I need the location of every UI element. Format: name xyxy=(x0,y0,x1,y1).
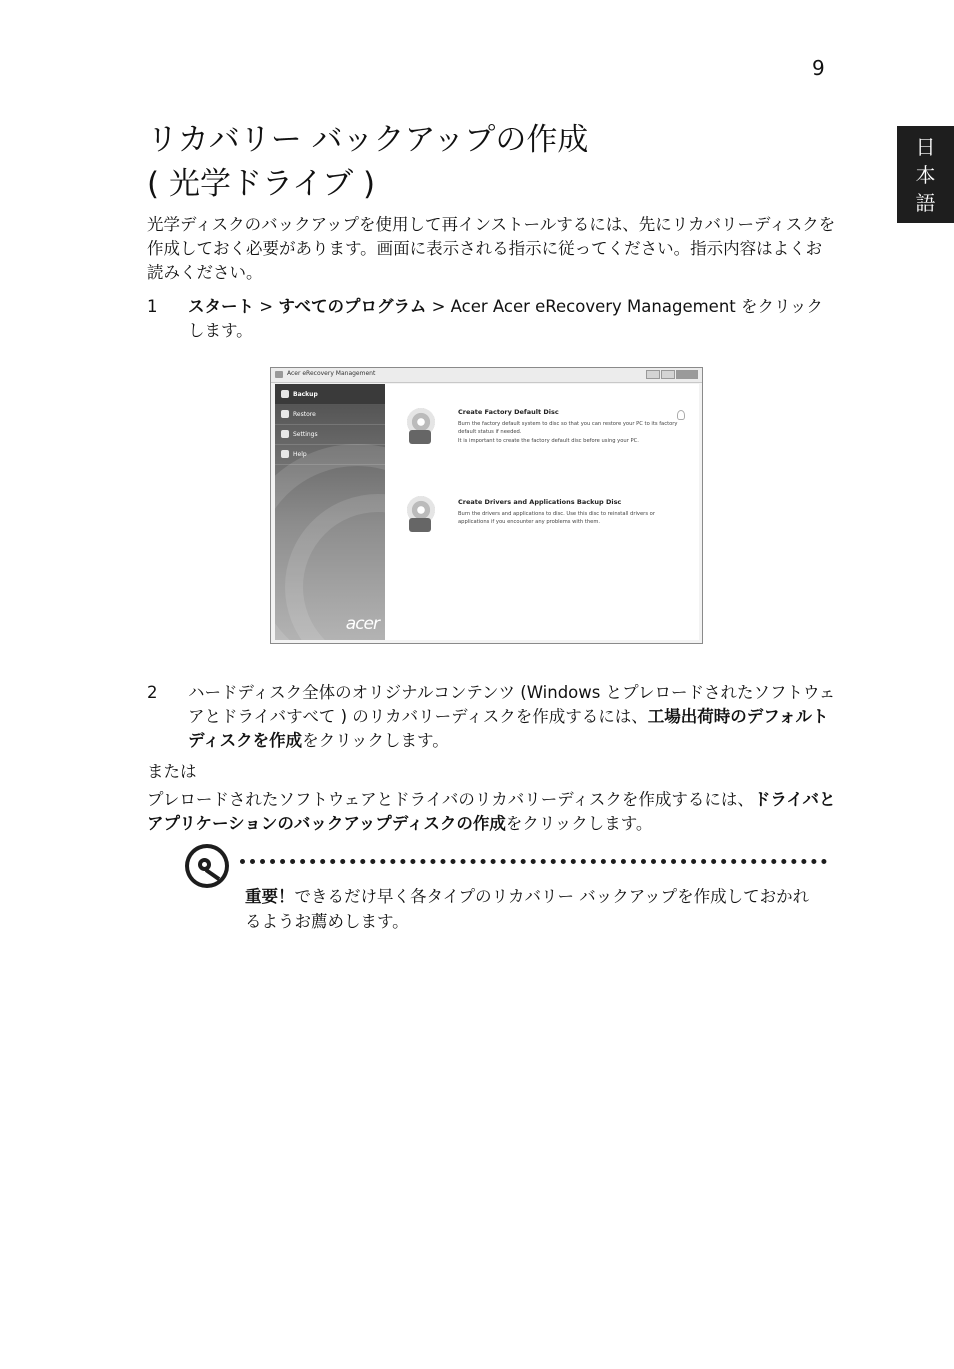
sidebar-item-label: Settings xyxy=(293,430,318,438)
sidebar-item-settings xyxy=(275,424,385,445)
gear-icon xyxy=(281,430,289,438)
language-tab-char: 語 xyxy=(915,190,936,215)
acer-logo: acer xyxy=(345,614,379,634)
restore-icon xyxy=(281,410,289,418)
language-tab xyxy=(897,126,954,223)
intro-paragraph: 光学ディスクのバックアップを使用して再インストールするには、先にリカバリーディスクを作成しておく必要があります。画面に表示される指示に従ってください。指示内容はよくお読みください。 xyxy=(147,215,836,282)
menu-all-programs: すべてのプログラム xyxy=(278,297,427,316)
minimize-icon xyxy=(646,370,660,379)
sidebar xyxy=(275,384,385,640)
language-tab-char: 本 xyxy=(915,162,936,187)
or-text: または xyxy=(147,762,197,781)
step-text xyxy=(188,295,838,343)
window-controls xyxy=(646,370,698,379)
sidebar-item-help xyxy=(275,444,385,465)
maximize-icon xyxy=(661,370,675,379)
note-divider xyxy=(240,859,827,864)
option-drivers-apps-title: Create Drivers and Applications Backup Disc xyxy=(458,498,622,506)
close-icon xyxy=(676,370,698,379)
drivers-paragraph xyxy=(147,788,837,836)
option-factory-default-title: Create Factory Default Disc xyxy=(458,408,559,416)
sidebar-item-label: Backup xyxy=(293,390,318,398)
paragraph-text: プレロードされたソフトウェアとドライバのリカバリーディスクを作成するには、 xyxy=(147,790,754,809)
apps-icon xyxy=(409,518,431,532)
option-drivers-apps-desc: Burn the drivers and applications to disc. Use this disc to reinstall drivers or applications if you encounter any problems with them. xyxy=(458,511,655,525)
app-icon xyxy=(275,371,283,378)
important-label: 重要！ xyxy=(245,887,295,906)
step-text-tail: をクリックします。 xyxy=(302,731,449,750)
backup-icon xyxy=(281,390,289,398)
title-line-1: リカバリー バックアップの作成 xyxy=(147,122,589,158)
menu-separator: > xyxy=(254,297,279,316)
window-titlebar xyxy=(271,368,702,383)
step-text xyxy=(188,681,838,753)
language-tab-char: 日 xyxy=(915,134,936,159)
window-title: Acer eRecovery Management xyxy=(287,370,376,377)
sidebar-item-restore xyxy=(275,404,385,425)
drive-icon xyxy=(409,430,431,444)
option-factory-default-desc: Burn the factory default system to disc so that you can restore your PC to its factory default status if needed. xyxy=(458,421,678,435)
option-factory-default-note: It is important to create the factory default disc before using your PC. xyxy=(458,438,639,444)
step-number: 2 xyxy=(147,683,158,702)
menu-start: スタート xyxy=(188,297,254,316)
title-line-2: ( 光学ドライブ ) xyxy=(147,166,376,202)
section-title xyxy=(147,118,588,206)
lightbulb-icon xyxy=(677,410,685,420)
page-number: 9 xyxy=(812,56,825,80)
step-text-tail: をクリックします。 xyxy=(188,297,823,340)
step-text-main: ハードディスク全体のオリジナルコンテンツ (Windows とプレロードされたソフトウェアとドライバすべて ) のリカバリーディスクを作成するには、 xyxy=(188,683,836,726)
sidebar-item-label: Restore xyxy=(293,410,316,418)
drivers-apps-label: ドライバとアプリケーションのバックアップディスクの作成 xyxy=(147,790,836,833)
note-text: できるだけ早く各タイプのリカバリー バックアップを作成しておかれるようお薦めします。 xyxy=(245,887,810,931)
sidebar-item-label: Help xyxy=(293,450,307,458)
paragraph-tail: をクリックします。 xyxy=(505,814,653,833)
factory-default-label: 工場出荷時のデフォルトディスクを作成 xyxy=(188,707,829,750)
step-number: 1 xyxy=(147,297,158,316)
menu-path-tail: > Acer Acer eRecovery Management xyxy=(426,297,736,316)
help-icon xyxy=(281,450,289,458)
sidebar-item-backup xyxy=(275,384,385,405)
erecovery-screenshot xyxy=(270,367,703,644)
main-panel xyxy=(385,384,699,640)
key-icon xyxy=(185,844,229,888)
important-note xyxy=(245,884,815,934)
